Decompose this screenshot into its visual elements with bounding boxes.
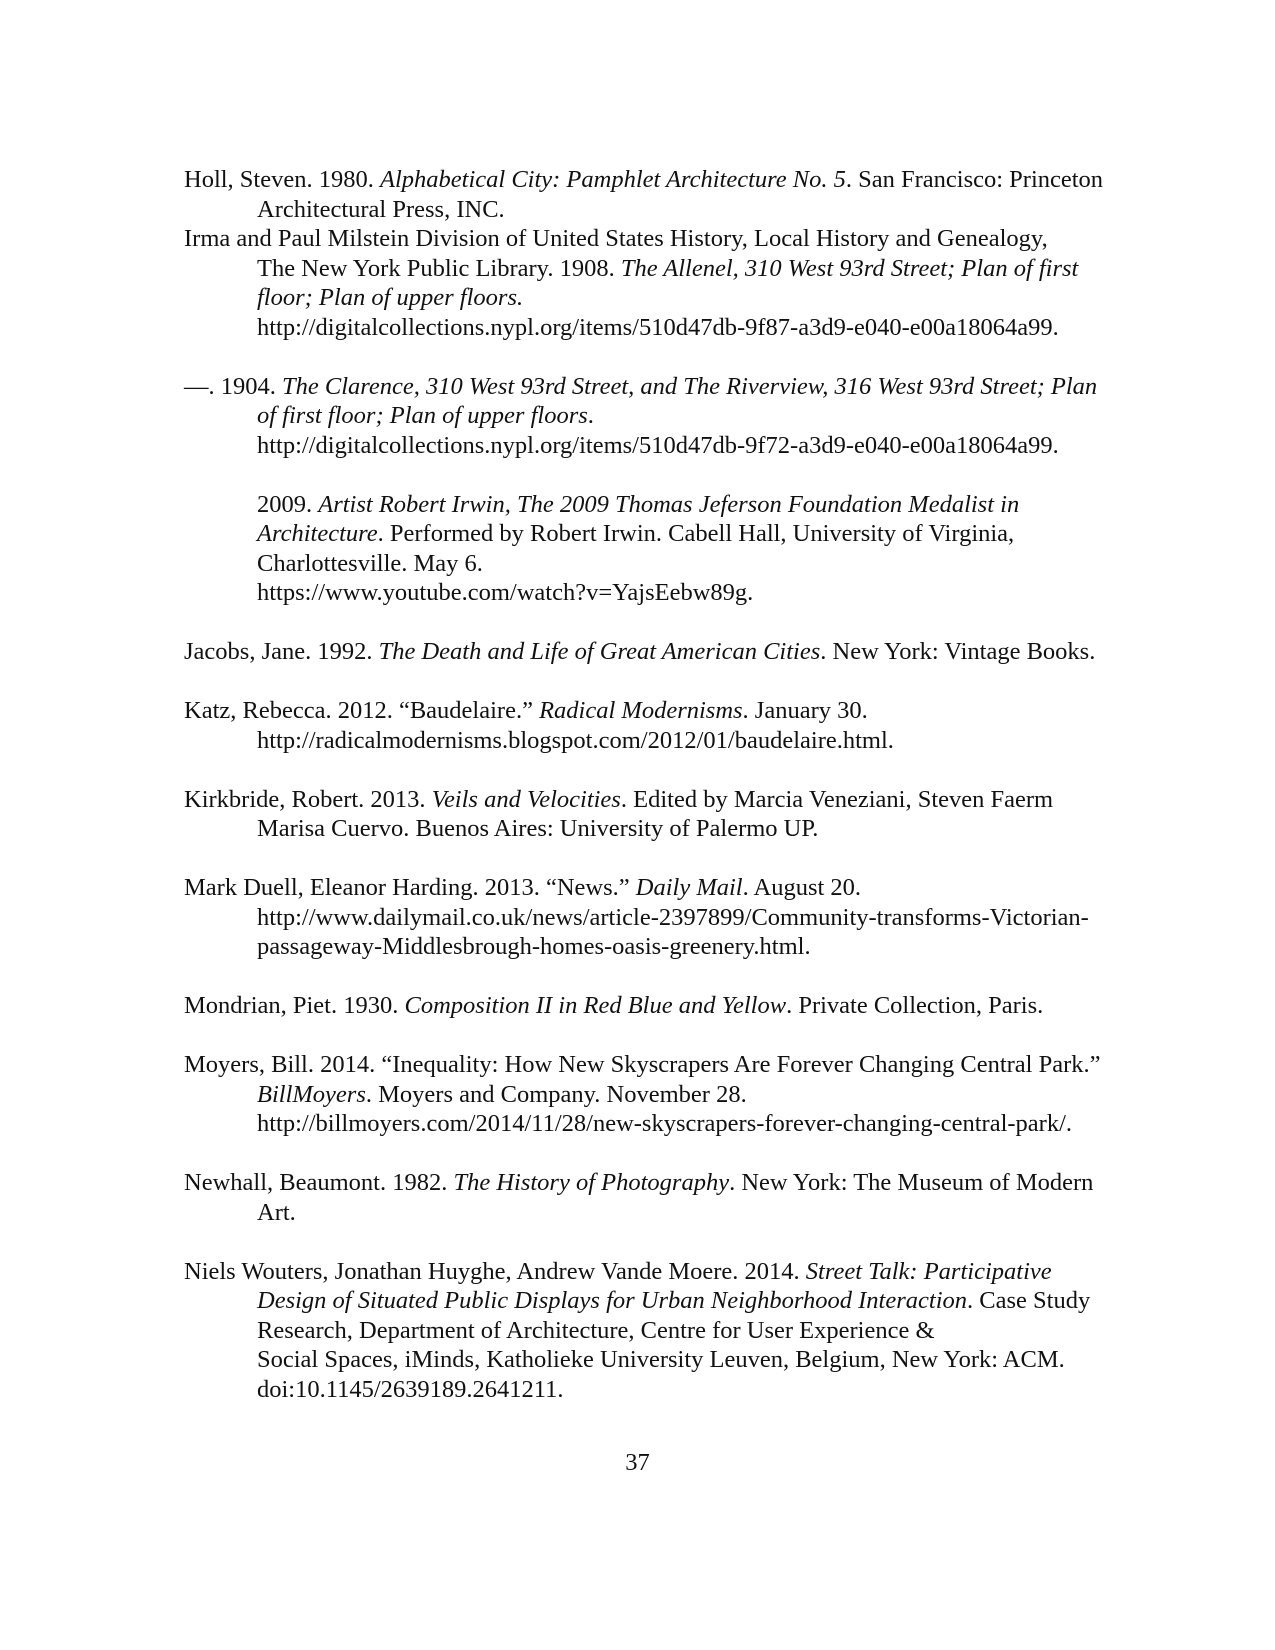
text: Newhall, Beaumont. 1982. <box>184 1169 454 1196</box>
title-italic: The Clarence, 310 West 93rd Street, and The Riverview, 316 West 93rd Street; Plan <box>282 372 1098 400</box>
text: . <box>587 402 594 429</box>
text: Jacobs, Jane. 1992. <box>184 638 379 665</box>
entry-line <box>184 165 1119 195</box>
text: . New York: The Museum of Modern <box>729 1169 1094 1196</box>
text: Niels Wouters, Jonathan Huyghe, Andrew Vande Moere. 2014. <box>184 1257 806 1285</box>
bib-entry-mondrian <box>184 991 1119 1021</box>
entry-url: https://www.youtube.com/watch?v=YajsEebw89g. <box>257 579 754 606</box>
entry-line: Architectural Press, INC. <box>257 195 505 223</box>
entry-url: http://radicalmodernisms.blogspot.com/2012/01/baudelaire.html. <box>257 726 894 754</box>
text: . San Francisco: Princeton <box>845 166 1104 193</box>
title-italic: The Allenel, 310 West 93rd Street; Plan of first <box>620 254 1079 282</box>
bib-entry-irwin <box>184 490 1119 608</box>
entry-line <box>184 873 1119 903</box>
text: . Moyers and Company. November 28. <box>365 1080 747 1108</box>
bib-entry-holl <box>184 165 1119 224</box>
entry-line: Art. <box>257 1198 296 1226</box>
text: —. 1904. <box>184 372 282 400</box>
spacer <box>184 1021 1119 1051</box>
text: Mark Duell, Eleanor Harding. 2013. “News.” <box>184 874 636 901</box>
entry-line <box>184 785 1119 815</box>
entry-line <box>184 1286 1119 1316</box>
title-italic: Street Talk: Participative <box>805 1257 1052 1285</box>
spacer <box>184 460 1119 490</box>
page-number: 37 <box>625 1449 650 1476</box>
bibliography <box>184 165 1119 1404</box>
spacer <box>184 342 1119 372</box>
text: Kirkbride, Robert. 2013. <box>184 785 432 813</box>
entry-line: Social Spaces, iMinds, Katholieke University Leuven, Belgium, New York: ACM. <box>257 1346 1065 1373</box>
title-italic: Daily Mail <box>635 874 743 901</box>
entry-line: Irma and Paul Milstein Division of United States History, Local History and Genealogy, <box>184 225 1048 252</box>
spacer <box>184 755 1119 785</box>
text: Holl, Steven. 1980. <box>184 166 380 193</box>
bib-entry-newhall <box>184 1168 1119 1227</box>
bib-entry-kirkbride <box>184 785 1119 844</box>
entry-line: Marisa Cuervo. Buenos Aires: University of Palermo UP. <box>257 815 819 842</box>
title-italic: of first floor; Plan of upper floors <box>257 402 588 429</box>
entry-line: floor; Plan of upper floors. <box>257 284 524 311</box>
entry-url: http://digitalcollections.nypl.org/items/510d47db-9f72-a3d9-e040-e00a18064a99. <box>257 431 1059 459</box>
entry-line <box>184 1257 1119 1287</box>
text: . August 20. <box>742 874 862 901</box>
title-italic: Design of Situated Public Displays for Urban Neighborhood Interaction <box>257 1287 968 1314</box>
entry-line: Charlottesville. May 6. <box>257 549 483 577</box>
text: . New York: Vintage Books. <box>820 638 1096 665</box>
entry-line: doi:10.1145/2639189.2641211. <box>257 1375 564 1403</box>
entry-url: http://www.dailymail.co.uk/news/article-2397899/Community-transforms-Victorian- <box>257 903 1089 931</box>
bib-entry-jacobs <box>184 637 1119 667</box>
title-italic: The Death and Life of Great American Cities <box>378 638 821 665</box>
title-italic: Veils and Velocities <box>431 785 621 813</box>
entry-line <box>184 1168 1119 1198</box>
entry-url: http://digitalcollections.nypl.org/items/510d47db-9f87-a3d9-e040-e00a18064a99. <box>257 313 1059 341</box>
text: 2009. <box>257 490 319 518</box>
entry-line <box>184 490 1119 520</box>
spacer <box>184 667 1119 697</box>
text: . January 30. <box>742 697 868 724</box>
entry-url: passageway-Middlesbrough-homes-oasis-greenery.html. <box>257 933 811 960</box>
entry-line: Moyers, Bill. 2014. “Inequality: How New Skyscrapers Are Forever Changing Central Park.” <box>184 1051 1101 1078</box>
title-italic: Composition II in Red Blue and Yellow <box>404 992 787 1019</box>
bib-entry-katz <box>184 696 1119 755</box>
text: The New York Public Library. 1908. <box>257 254 621 282</box>
spacer <box>184 608 1119 638</box>
entry-line: Research, Department of Architecture, Centre for User Experience & <box>257 1316 935 1344</box>
title-italic: Architecture <box>257 520 378 547</box>
entry-line <box>184 254 1119 284</box>
spacer <box>184 1139 1119 1169</box>
text: . Performed by Robert Irwin. Cabell Hall, University of Virginia, <box>377 520 1015 547</box>
entry-line <box>184 637 1119 667</box>
title-italic: Radical Modernisms <box>539 697 743 724</box>
title-italic: BillMoyers <box>257 1080 366 1108</box>
bib-entry-irma-1904 <box>184 372 1119 461</box>
bib-entry-irma-1908 <box>184 224 1119 342</box>
entry-line <box>184 991 1119 1021</box>
title-italic: Artist Robert Irwin, The 2009 Thomas Jeferson Foundation Medalist in <box>318 490 1020 518</box>
text: . Private Collection, Paris. <box>786 992 1044 1019</box>
entry-line <box>184 519 1119 549</box>
spacer <box>184 844 1119 874</box>
text: Mondrian, Piet. 1930. <box>184 992 405 1019</box>
entry-line <box>184 401 1119 431</box>
text: . Case Study <box>967 1287 1091 1314</box>
spacer <box>184 1227 1119 1257</box>
title-italic: The History of Photography <box>453 1169 730 1196</box>
bib-entry-duell <box>184 873 1119 962</box>
spacer <box>184 962 1119 992</box>
bib-entry-moyers <box>184 1050 1119 1139</box>
text: Katz, Rebecca. 2012. “Baudelaire.” <box>184 697 540 724</box>
text: . Edited by Marcia Veneziani, Steven Faerm <box>620 785 1054 813</box>
bib-entry-wouters <box>184 1257 1119 1405</box>
entry-url: http://billmoyers.com/2014/11/28/new-skyscrapers-forever-changing-central-park/. <box>257 1110 1073 1137</box>
entry-line <box>184 696 1119 726</box>
entry-line <box>184 1080 1119 1110</box>
entry-line <box>184 372 1119 402</box>
title-italic: Alphabetical City: Pamphlet Architecture No. 5 <box>380 166 846 193</box>
